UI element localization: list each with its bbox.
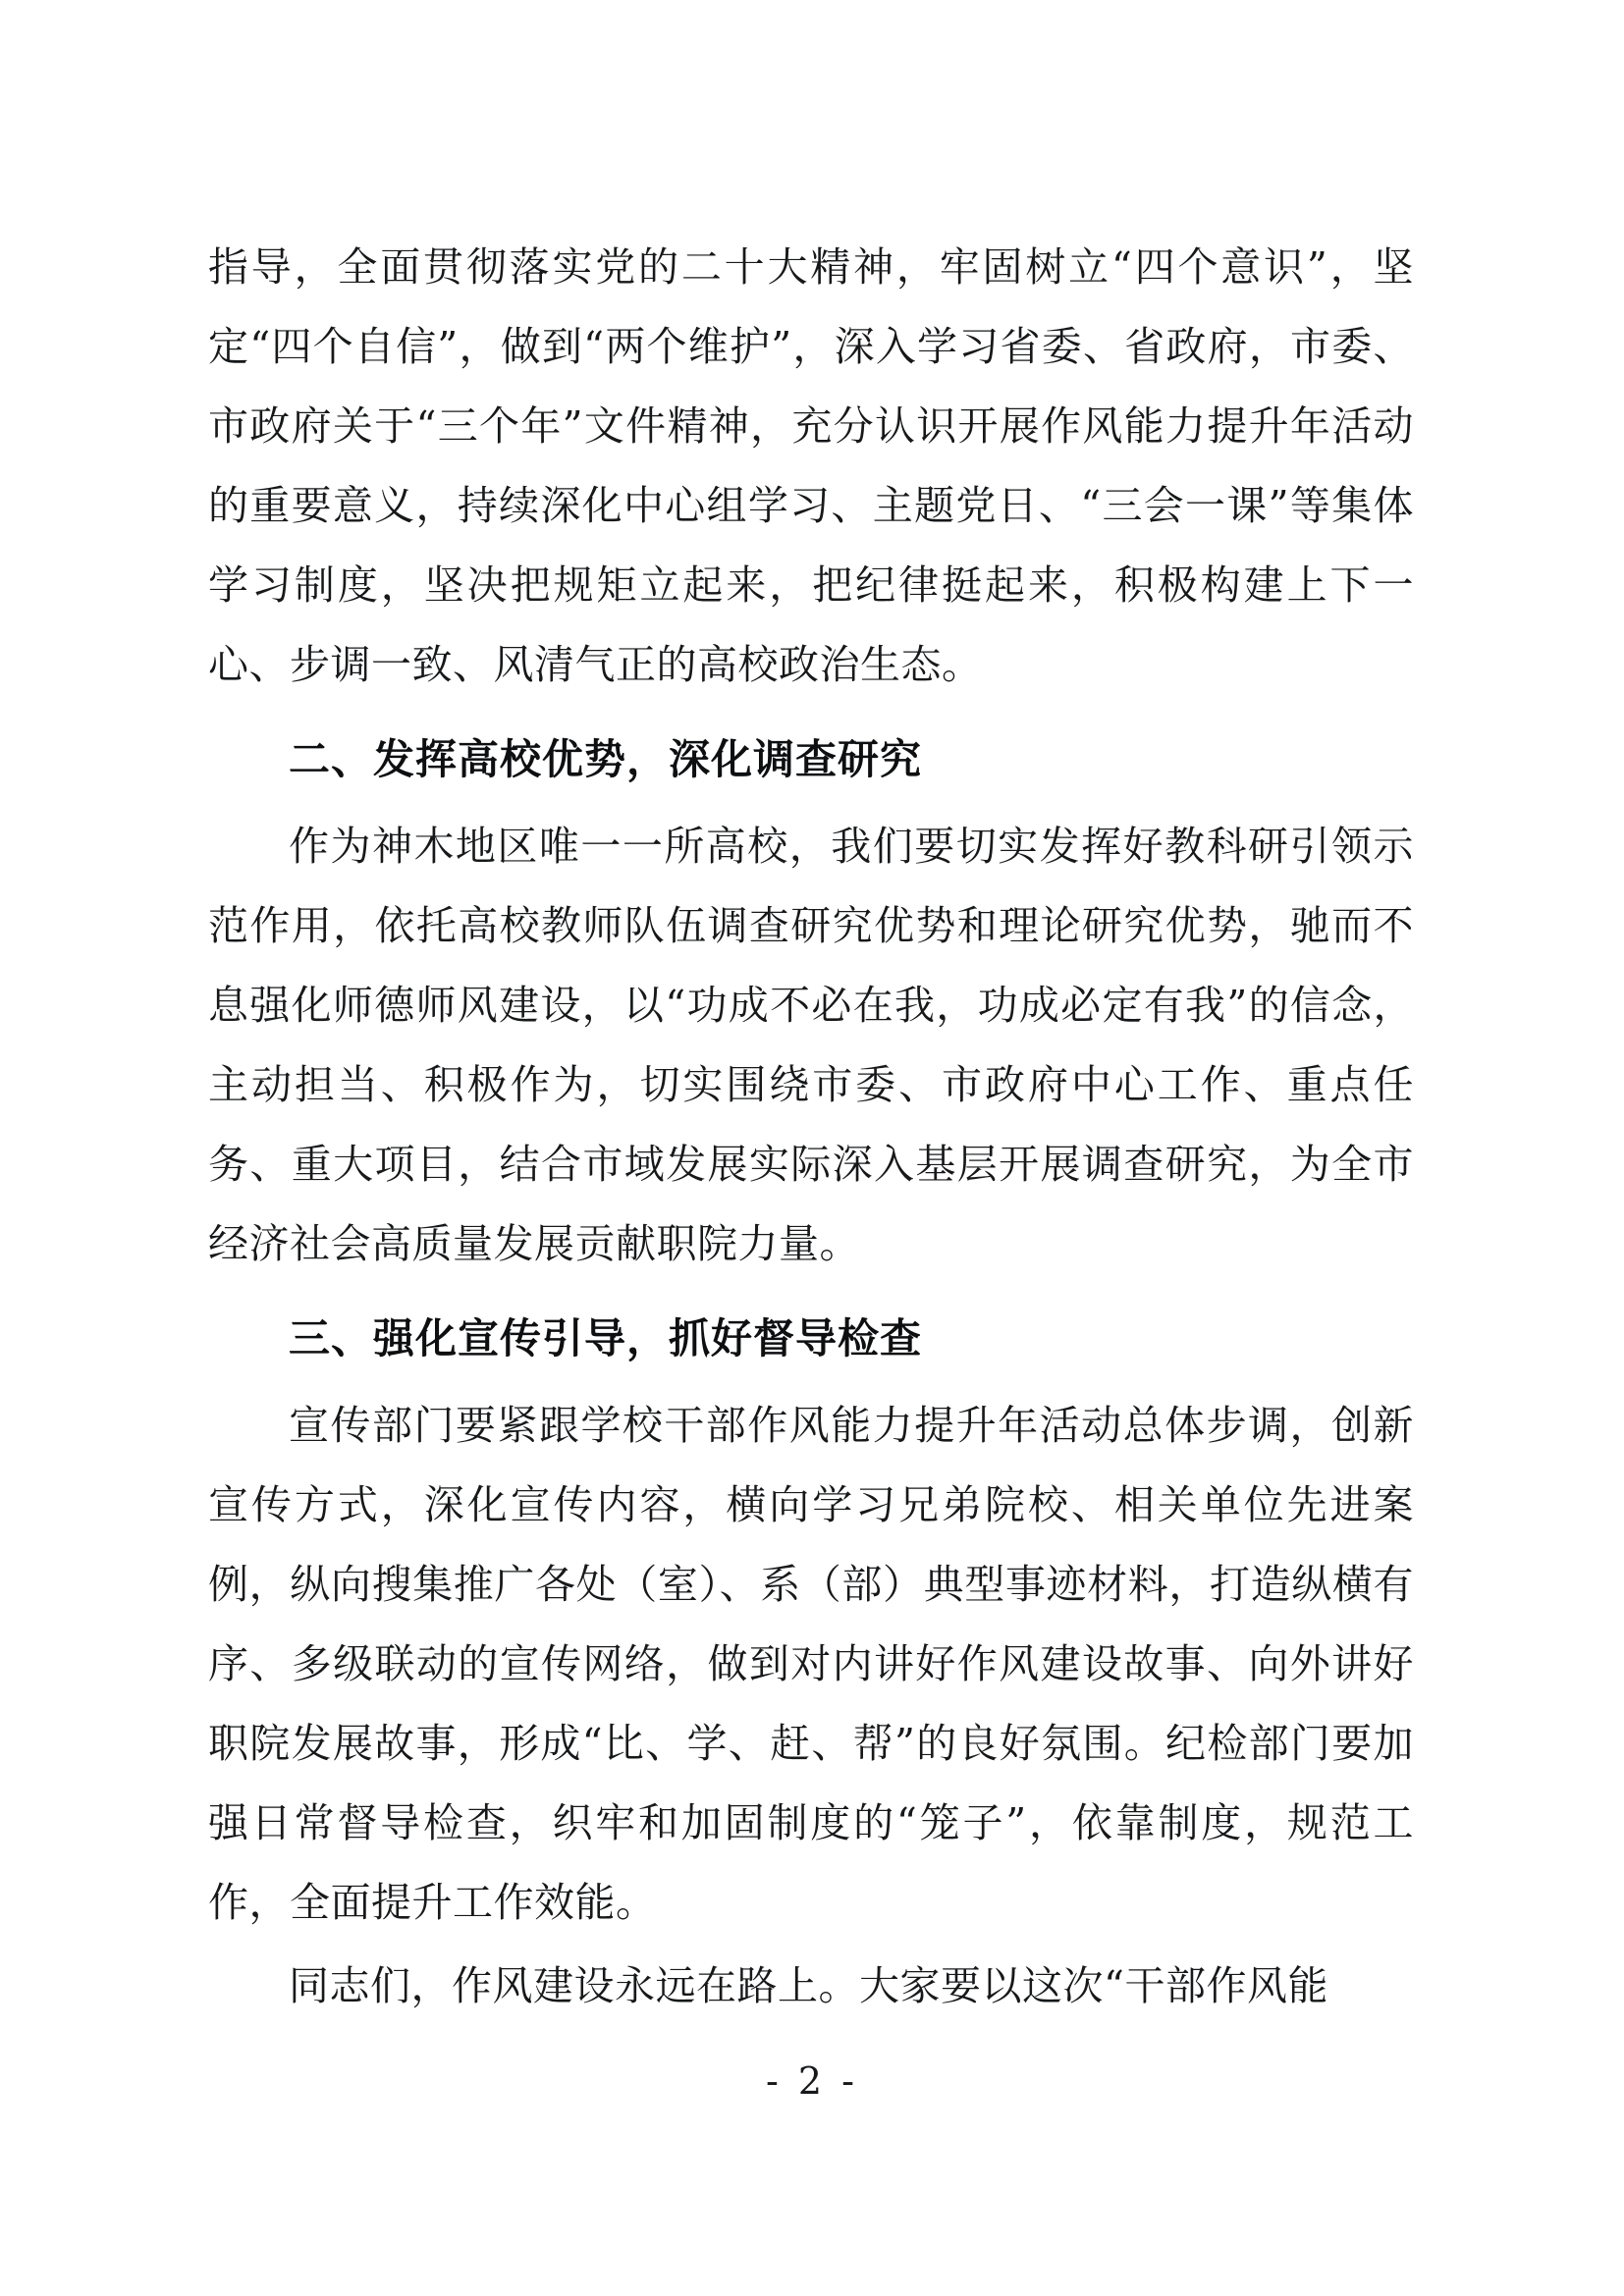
document-body [208, 228, 1414, 2030]
page-footer [0, 2059, 1624, 2103]
section-heading-two: 二、发挥高校优势，深化调查研究 [289, 735, 923, 783]
paragraph-continuation: 指导，全面贯彻落实党的二十大精神，牢固树立“四个意识”，坚定“四个自信”，做到“两个维护”，深入学习省委、省政府，市委、市政府关于“三个年”文件精神，充分认识开展作风能力提升年活动的重要意义，持续深化中心组学习、主题党日、“三会一课”等集体学习制度，坚决把规矩立起来，把纪律挺起来，积极构建上下一心、步调一致、风清气正的高校政治生态。 [208, 243, 1414, 688]
paragraph-section-two: 作为神木地区唯一一所高校，我们要切实发挥好教科研引领示范作用，依托高校教师队伍调查研究优势和理论研究优势，驰而不息强化师德师风建设，以“功成不必在我，功成必定有我”的信念，主动担当、积极作为，切实围绕市委、市政府中心工作、重点任务、重大项目，结合市域发展实际深入基层开展调查研究，为全市经济社会高质量发展贡献职院力量。 [208, 823, 1414, 1267]
paragraph-closing: 同志们，作风建设永远在路上。大家要以这次“干部作风能 [289, 1962, 1328, 2009]
section-heading-three: 三、强化宣传引导，抓好督导检查 [289, 1314, 923, 1362]
paragraph-section-three: 宣传部门要紧跟学校干部作风能力提升年活动总体步调，创新宣传方式，深化宣传内容，横向学习兄弟院校、相关单位先进案例，纵向搜集推广各处（室）、系（部）典型事迹材料，打造纵横有序、多级联动的宣传网络，做到对内讲好作风建设故事、向外讲好职院发展故事，形成“比、学、赶、帮”的良好氛围。纪检部门要加强日常督导检查，织牢和加固制度的“笼子”，依靠制度，规范工作，全面提升工作效能。 [208, 1402, 1414, 1926]
page-number: - 2 - [765, 2059, 858, 2103]
